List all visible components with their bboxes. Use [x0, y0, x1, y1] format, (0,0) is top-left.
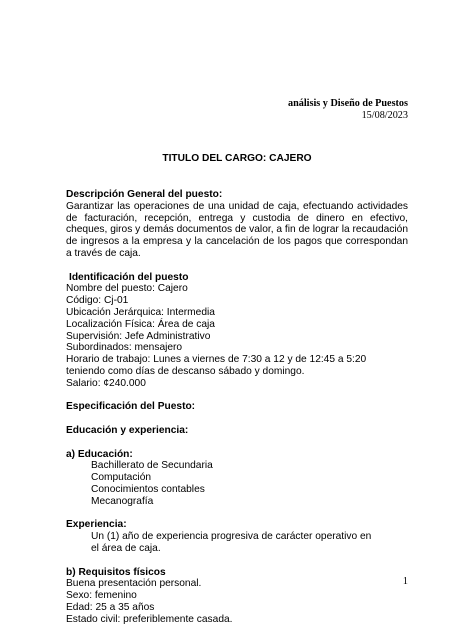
document-header	[288, 98, 408, 122]
physical-requirement-item: Estado civil: preferiblemente casada.	[66, 613, 233, 625]
header-date: 15/08/2023	[361, 110, 408, 121]
education-experience-heading: Educación y experiencia:	[66, 424, 189, 436]
education-heading: a) Educación:	[66, 448, 133, 460]
general-description-text: Garantizar las operaciones de una unidad de caja, efectuando actividades de facturación, recepción, entrega y custodia de dinero en efectivo, cheques, giros y demás documentos de valor, a fin de lograr la recaudación de ingresos a la empresa y la cancelación de los pagos que correspondan a través de caja.	[66, 200, 408, 259]
physical-requirement-item: Edad: 25 a 35 años	[66, 601, 155, 613]
page-number: 1	[402, 576, 408, 587]
identification-line: Nombre del puesto: Cajero	[66, 283, 188, 295]
document-body	[66, 189, 408, 625]
identification-line: Supervisión: Jefe Administrativo	[66, 330, 211, 342]
spacer	[66, 413, 408, 425]
identification-line: Localización Física: Área de caja	[66, 318, 215, 330]
header-doc-title: análisis y Diseño de Puestos	[287, 98, 408, 109]
identification-line: Ubicación Jerárquica: Intermedia	[66, 306, 215, 318]
spacer	[66, 260, 408, 272]
spacer	[66, 437, 408, 449]
experience-text: Un (1) año de experiencia progresiva de carácter operativo en el área de caja.	[91, 531, 372, 554]
salary-text: Salario: ¢240.000	[66, 377, 146, 389]
physical-requirement-item: Buena presentación personal.	[66, 578, 202, 590]
identification-line: Código: Cj-01	[66, 295, 129, 307]
identification-line: Subordinados: mensajero	[66, 342, 183, 354]
spacer	[66, 555, 408, 567]
education-item: Mecanografía	[91, 495, 154, 507]
schedule-text: Horario de trabajo: Lunes a viernes de 7:30 a 12 y de 12:45 a 5:20 teniendo como días de descanso sábado y domingo.	[66, 354, 367, 377]
education-item: Bachillerato de Secundaria	[91, 460, 213, 472]
specification-heading: Especificación del Puesto:	[66, 401, 196, 413]
identification-heading: Identificación del puesto	[69, 271, 189, 283]
spacer	[66, 508, 408, 520]
general-description-heading: Descripción General del puesto:	[66, 189, 223, 200]
spacer	[66, 390, 408, 402]
page-title: TITULO DEL CARGO: CAJERO	[162, 153, 312, 164]
education-item: Computación	[91, 472, 152, 484]
physical-requirements-heading: b) Requisitos físicos	[66, 566, 166, 578]
physical-requirement-item: Sexo: femenino	[66, 590, 137, 602]
experience-heading: Experiencia:	[66, 519, 127, 531]
education-item: Conocimientos contables	[91, 483, 205, 495]
